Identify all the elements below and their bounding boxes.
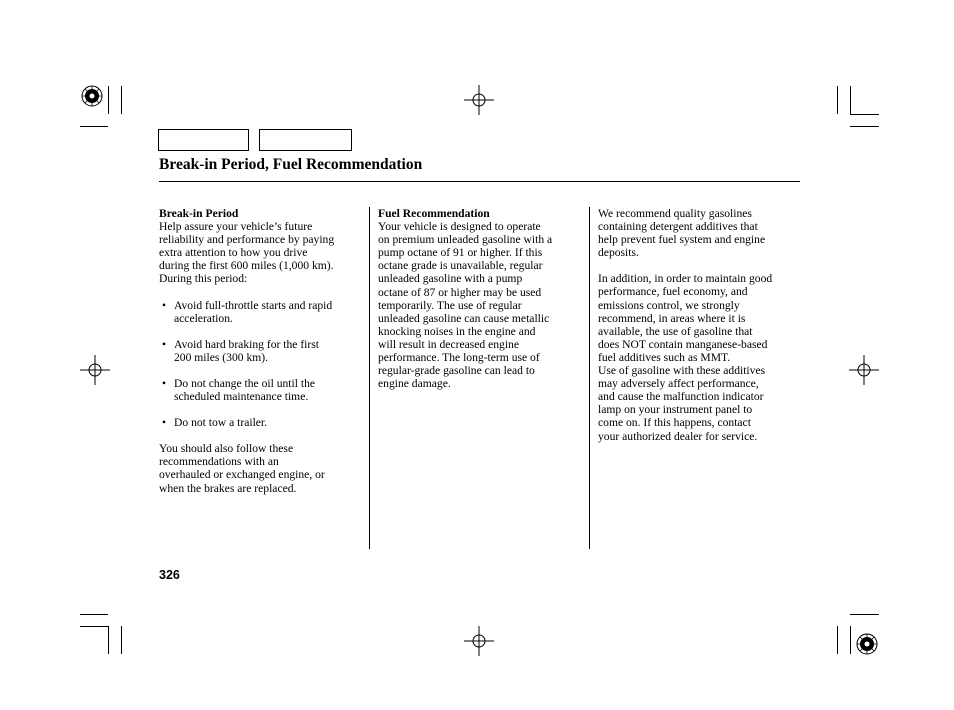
section-heading: Fuel Recommendation <box>378 207 490 220</box>
text-line: recommendations with an <box>159 455 279 469</box>
text-line: pump octane of 91 or higher. If this <box>378 246 543 260</box>
crop-mark-line <box>80 626 108 627</box>
crosshair-icon <box>464 626 494 656</box>
text-line: and cause the malfunction indicator <box>598 390 764 404</box>
text-line: temporarily. The use of regular <box>378 298 522 312</box>
page-number: 326 <box>159 568 180 582</box>
text-line: scheduled maintenance time. <box>174 390 309 404</box>
text-line: when the brakes are replaced. <box>159 481 297 495</box>
text-line: during the first 600 miles (1,000 km). <box>159 259 334 273</box>
text-line: Avoid hard braking for the first <box>174 337 319 351</box>
text-line: performance, fuel economy, and <box>598 285 748 299</box>
text-line: octane of 87 or higher may be used <box>378 285 542 299</box>
crop-mark-line <box>850 626 851 654</box>
text-line: unleaded gasoline with a pump <box>378 272 523 286</box>
header-tab-box <box>158 129 249 151</box>
text-line: on premium unleaded gasoline with a <box>378 233 553 247</box>
crop-mark-line <box>108 86 109 114</box>
text-line: may adversely affect performance, <box>598 377 759 391</box>
text-line: Use of gasoline with these additives <box>598 364 766 378</box>
column-break-in <box>159 207 364 495</box>
text-line: unleaded gasoline can cause metallic <box>378 311 550 325</box>
text-line: 200 miles (300 km). <box>174 350 269 364</box>
crop-mark-line <box>850 614 879 615</box>
text-line: We recommend quality gasolines <box>598 207 752 220</box>
bullet-item <box>159 338 364 364</box>
section-heading: Break-in Period <box>159 207 239 220</box>
text-line: reliability and performance by paying <box>159 233 335 247</box>
bullet-icon: • <box>162 298 167 312</box>
bullet-icon: • <box>162 416 167 430</box>
text-line: During this period: <box>159 272 248 286</box>
bullet-item <box>159 416 364 429</box>
text-line: Do not change the oil until the <box>174 376 316 390</box>
column-divider <box>589 207 590 549</box>
crosshair-icon <box>464 85 494 115</box>
text-line: acceleration. <box>174 311 233 325</box>
bullet-icon: • <box>162 376 167 390</box>
crop-mark-line <box>80 126 108 127</box>
registration-burst-icon <box>855 632 879 656</box>
text-line: recommend, in areas where it is <box>598 311 746 325</box>
text-line: extra attention to how you drive <box>159 246 308 260</box>
bullet-item <box>159 377 364 403</box>
title-rule <box>159 181 800 182</box>
bullet-item <box>159 299 364 325</box>
text-line: emissions control, we strongly <box>598 298 740 312</box>
crop-mark-line <box>850 126 879 127</box>
header-tab-box <box>259 129 352 151</box>
text-line: You should also follow these <box>159 442 294 456</box>
crop-mark-line <box>121 86 122 114</box>
text-line: help prevent fuel system and engine <box>598 233 766 247</box>
text-line: In addition, in order to maintain good <box>598 272 773 286</box>
bullet-icon: • <box>162 337 167 351</box>
crosshair-icon <box>80 355 110 385</box>
text-line: will result in decreased engine <box>378 337 520 351</box>
text-line: Avoid full-throttle starts and rapid <box>174 298 333 312</box>
registration-burst-icon <box>80 84 104 108</box>
text-line: knocking noises in the engine and <box>378 324 536 338</box>
column-fuel-recommendation <box>378 207 584 390</box>
crop-mark-line <box>80 614 108 615</box>
text-line: octane grade is unavailable, regular <box>378 259 543 273</box>
crop-mark-line <box>837 626 838 654</box>
crop-mark-line <box>121 626 122 654</box>
text-line: fuel additives such as MMT. <box>598 350 731 364</box>
crop-mark-line <box>837 86 838 114</box>
text-line: available, the use of gasoline that <box>598 324 753 338</box>
text-line: deposits. <box>598 246 639 260</box>
text-line: Help assure your vehicle’s future <box>159 220 313 234</box>
text-line: Do not tow a trailer. <box>174 416 268 430</box>
text-line: lamp on your instrument panel to <box>598 403 753 417</box>
text-line: performance. The long-term use of <box>378 351 540 365</box>
column-gasoline-quality <box>598 207 808 443</box>
text-line: come on. If this happens, contact <box>598 416 751 430</box>
crop-mark-line <box>850 86 851 114</box>
page-title: Break-in Period, Fuel Recommendation <box>159 156 423 173</box>
crop-mark-line <box>850 114 879 115</box>
text-line: regular-grade gasoline can lead to <box>378 364 535 378</box>
text-line: overhauled or exchanged engine, or <box>159 468 325 482</box>
text-line: does NOT contain manganese-based <box>598 337 768 351</box>
text-line: Your vehicle is designed to operate <box>378 220 541 234</box>
crop-mark-line <box>108 626 109 654</box>
crosshair-icon <box>849 355 879 385</box>
text-line: containing detergent additives that <box>598 220 758 234</box>
text-line: engine damage. <box>378 377 451 391</box>
text-line: your authorized dealer for service. <box>598 429 758 443</box>
column-divider <box>369 207 370 549</box>
